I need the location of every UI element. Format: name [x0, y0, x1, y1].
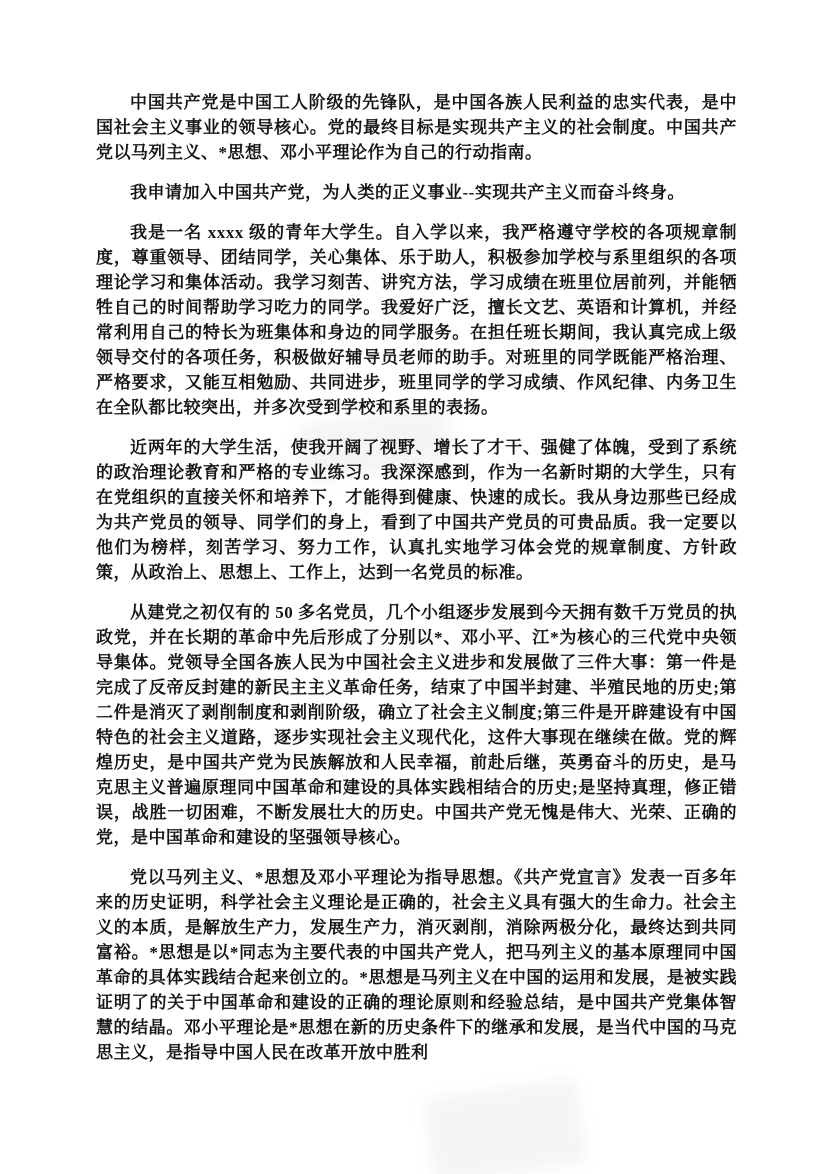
watermark [423, 1078, 588, 1174]
paragraph-university-life: 近两年的大学生活，使我开阔了视野、增长了才干、强健了体魄，受到了系统的政治理论教育和严格的专业练习。我深深感到，作为一名新时期的大学生，只有在党组织的直接关怀和培养下，才能得到健康、快速的成长。我从身边那些已经成为共产党员的领导、同学们的身上，看到了中国共产党员的可贵品质。我一定要以他们为榜样，刻苦学习、努力工作，认真扎实地学习体会党的规章制度、方针政策，从政治上、思想上、工作上，达到一名党员的标准。 [96, 438, 737, 582]
paragraph-guiding-ideology: 党以马列主义、*思想及邓小平理论为指导思想。《共产党宣言》发表一百多年来的历史证明，科学社会主义理论是正确的，社会主义具有强大的生命力。社会主义的本质，是解放生产力，发展生产力，消灭剥削，消除两极分化，最终达到共同富裕。*思想是以*同志为主要代表的中国共产党人，把马列主义的基本原理同中国革命的具体实践结合起来创立的。*思想是马列主义在中国的运用和发展，是被实践证明了的关于中国革命和建设的正确的理论原则和经验总结，是中国共产党集体智慧的结晶。邓小平理论是*思想在新的历史条件下的继承和发展，是当代中国的马克思主义，是指导中国人民在改革开放中胜利 [96, 868, 737, 1062]
document-body [96, 90, 737, 1065]
paragraph-self-introduction: 我是一名 xxxx 级的青年大学生。自入学以来，我严格遵守学校的各项规章制度，尊重领导、团结同学，关心集体、乐于助人，积极参加学校与系里组织的各项理论学习和集体活动。我学习刻苦、讲究方法，学习成绩在班里位居前列，并能牺牲自己的时间帮助学习吃力的同学。我爱好广泛，擅长文艺、英语和计算机，并经常利用自己的特长为班集体和身边的同学服务。在担任班长期间，我认真完成上级领导交付的各项任务，积极做好辅导员老师的助手。对班里的同学既能严格治理、严格要求，又能互相勉励、共同进步，班里同学的学习成绩、作风纪律、内务卫生在全队都比较突出，并多次受到学校和系里的表扬。 [96, 223, 737, 417]
paragraph-party-history: 从建党之初仅有的 50 多名党员，几个小组逐步发展到今天拥有数千万党员的执政党，并在长期的革命中先后形成了分别以*、邓小平、江*为核心的三代党中央领导集体。党领导全国各族人民为中国社会主义进步和发展做了三件大事：第一件是完成了反帝反封建的新民主主义革命任务，结束了中国半封建、半殖民地的历史;第二件是消灭了剥削制度和剥削阶级，确立了社会主义制度;第三件是开辟建设有中国特色的社会主义道路，逐步实现社会主义现代化，这件大事现在继续在做。党的辉煌历史，是中国共产党为民族解放和人民幸福，前赴后继，英勇奋斗的历史，是马克思主义普遍原理同中国革命和建设的具体实践相结合的历史;是坚持真理，修正错误，战胜一切困难，不断发展壮大的历史。中国共产党无愧是伟大、光荣、正确的党，是中国革命和建设的坚强领导核心。 [96, 603, 737, 847]
paragraph-intro: 中国共产党是中国工人阶级的先锋队，是中国各族人民利益的忠实代表，是中国社会主义事业的领导核心。党的最终目标是实现共产主义的社会制度。中国共产党以马列主义、*思想、邓小平理论作为自己的行动指南。 [96, 93, 737, 162]
paragraph-application-statement: 我申请加入中国共产党，为人类的正义事业--实现共产主义而奋斗终身。 [130, 183, 685, 202]
